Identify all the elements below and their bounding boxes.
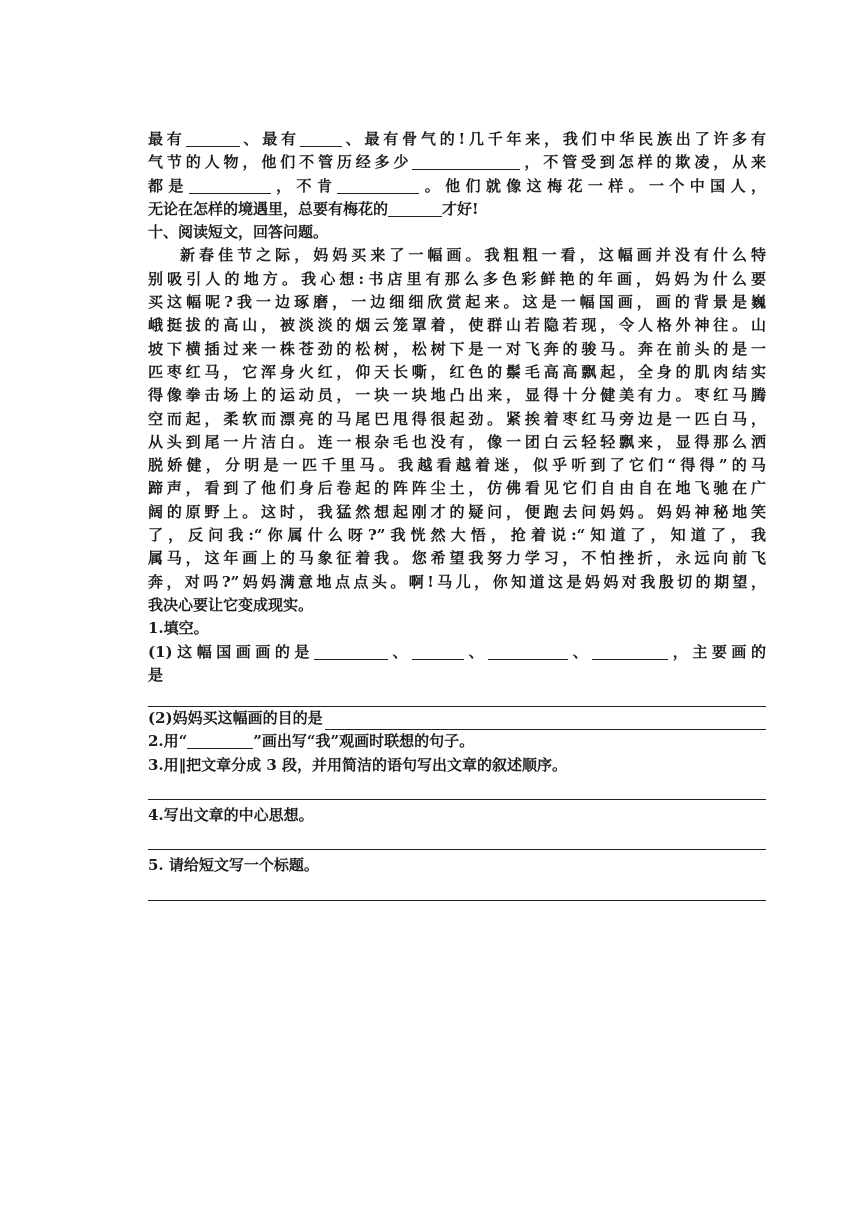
text: 气节的人物，他们不管历经多少	[148, 153, 413, 172]
text: 、最有	[239, 130, 300, 148]
text: 才好!	[442, 199, 479, 218]
answer-line[interactable]	[325, 713, 766, 730]
passage-line: 脱娇健，分明是一匹千里马。我越看越着迷，似乎听到了它们“得得”的马	[148, 456, 766, 475]
document-content	[148, 128, 766, 901]
question-1-2	[148, 707, 766, 730]
passage-line: 从头到尾一片洁白。连一根杂毛也没有，像一团白云轻轻飘来，显得那么洒	[148, 432, 766, 451]
text: 、	[464, 642, 489, 661]
passage-line: 奔，对吗?”妈妈满意地点点头。啊!马儿，你知道这是妈妈对我殷切的期望，	[148, 572, 766, 591]
passage-line: 匹枣红马，它浑身火红，仰天长嘶，红色的鬃毛高高飘起，全身的肌肉结实	[148, 362, 766, 381]
text: 、最有骨气的!几千年来，我们中华民族出了许多有	[341, 130, 766, 148]
passage-line: 空而起，柔软而漂亮的马尾巴甩得很起劲。紧挨着枣红马旁边是一匹白马，	[148, 409, 766, 428]
passage-line: 坡下横插过来一株苍劲的松树，松树下是一对飞奔的骏马。奔在前头的是一	[148, 339, 766, 358]
question-1: 1.填空。	[148, 619, 209, 638]
passage-line: 我决心要让它变成现实。	[148, 595, 314, 614]
question-3: 3.用‖把文章分成 3 段，并用简洁的语句写出文章的叙述顺序。	[148, 755, 568, 774]
fill-line-1	[148, 128, 766, 151]
question-2	[148, 730, 766, 753]
fill-line-4	[148, 198, 766, 221]
text: 2.用“	[148, 732, 188, 751]
answer-line[interactable]	[148, 900, 766, 901]
text: 最有	[148, 130, 186, 148]
text: ”画出写“我”观画时联想的句子。	[253, 732, 475, 751]
answer-blank[interactable]	[337, 178, 419, 194]
passage-line: 峨挺拔的高山，被淡淡的烟云笼罩着，使群山若隐若现，令人格外神往。山	[148, 316, 766, 335]
answer-blank[interactable]	[412, 644, 464, 660]
answer-blank[interactable]	[388, 201, 442, 217]
fill-line-3	[148, 175, 766, 198]
answer-blank[interactable]	[189, 178, 271, 194]
passage-line: 新春佳节之际，妈妈买来了一幅画。我粗粗一看，这幅画并没有什么特	[180, 246, 766, 265]
passage-line: 得像拳击场上的运动员，一块一块地凸出来，显得十分健美有力。枣红马腾	[148, 386, 766, 405]
question-4: 4.写出文章的中心思想。	[148, 806, 314, 825]
text: 都是	[148, 176, 189, 195]
text: 无论在怎样的境遇里，总要有梅花的	[148, 199, 389, 218]
fill-line-2	[148, 151, 766, 174]
question-5: 5. 请给短文写一个标题。	[148, 856, 319, 875]
text: ，主要画的	[668, 642, 766, 661]
answer-line[interactable]	[148, 799, 766, 800]
underline-sample	[187, 733, 253, 749]
section-title: 十、阅读短文，回答问题。	[148, 223, 329, 242]
text: (1)这幅国画画的是	[148, 642, 314, 661]
passage-line: 蹄声，看到了他们身后卷起的阵阵尘土，仿佛看见它们自由自在地飞驰在广	[148, 479, 766, 498]
question-1-1	[148, 641, 766, 664]
text: ，不肯	[270, 176, 338, 195]
passage-line: 属马，这年画上的马象征着我。您希望我努力学习，不怕挫折，永远向前飞	[148, 549, 766, 568]
question-1-1-cont: 是	[148, 665, 164, 684]
answer-blank[interactable]	[412, 154, 520, 170]
passage-line: 阔的原野上。这时，我猛然想起刚才的疑问，便跑去问妈妈。妈妈神秘地笑	[148, 502, 766, 521]
text: 、	[568, 642, 593, 661]
answer-blank[interactable]	[300, 131, 342, 147]
answer-blank[interactable]	[186, 131, 240, 147]
passage-line: 别吸引人的地方。我心想:书店里有那么多色彩鲜艳的年画，妈妈为什么要	[148, 269, 766, 288]
passage-line: 买这幅呢?我一边琢磨，一边细细欣赏起来。这是一幅国画，画的背景是巍	[148, 293, 766, 312]
text: 、	[387, 642, 413, 661]
text: 。他们就像这梅花一样。一个中国人，	[419, 176, 766, 195]
passage-line: 了，反问我:“你属什么呀?”我恍然大悟，抢着说:“知道了，知道了，我	[148, 526, 766, 545]
answer-line[interactable]	[148, 849, 766, 850]
text: ，不管受到怎样的欺凌，从来	[520, 153, 766, 172]
answer-blank[interactable]	[488, 644, 568, 660]
text: (2)妈妈买这幅画的目的是	[148, 709, 323, 728]
answer-blank[interactable]	[314, 644, 388, 660]
answer-blank[interactable]	[592, 644, 668, 660]
